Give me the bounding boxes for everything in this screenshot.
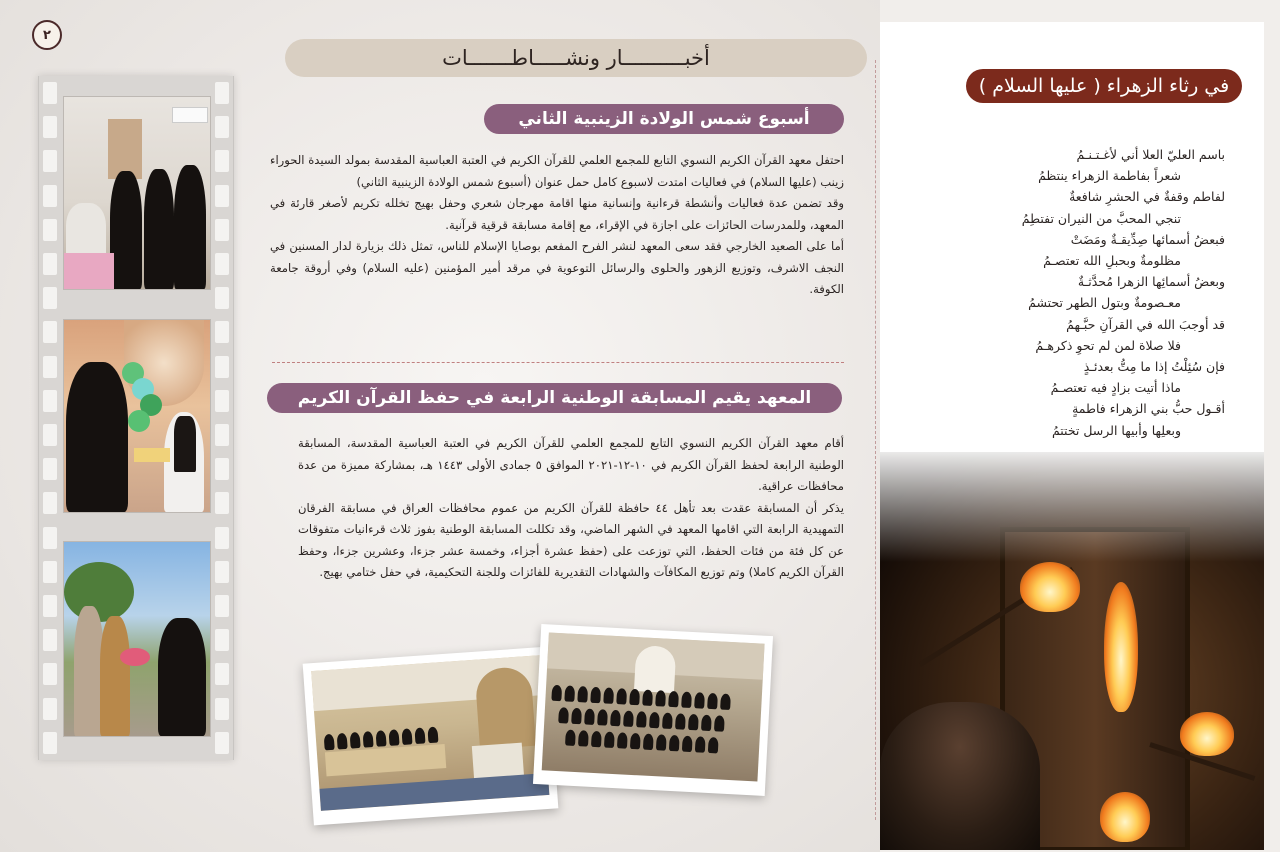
poem-line: فبعضُ أسمائها صِدِّيقـةٌ ومَضَتْ: [1070, 231, 1225, 247]
photo-honoring-ceremony: [63, 319, 211, 513]
section1-paragraph: وقد تضمن عدة فعاليات وأنشطة قرءانية وإنسانية منها اقامة مهرجان شعري وحفل بهيج تخلله تكريم لأصغر قارئة في المعهد، وللمدرسات الحائزات على اجازة في الإقراء، مع إقامة مسابقة قرقية قرآنية.: [270, 196, 844, 232]
poem-title: في رثاء الزهراء ( عليها السلام ): [966, 69, 1242, 103]
poem-line: شعراً بفاطمة الزهراء ينتظمُ: [1038, 168, 1181, 184]
section1-paragraph: احتفل معهد القرآن الكريم النسوي التابع للمجمع العلمي للقرآن الكريم في العتبة العباسية المقدسة بمولد السيدة الحوراء زينب (عليها السلام) في فعاليات امتدت لاسبوع كامل حمل عنوان (أسبوع شمس الولادة الزينبية الثاني): [270, 153, 844, 189]
flame-icon: [1100, 792, 1150, 842]
page-header: أخبــــــــــار ونشـــــاطـــــــات: [285, 39, 867, 77]
photo-competition-hall-1: [303, 647, 559, 826]
flame-icon: [1020, 562, 1080, 612]
photo-flower-distribution: [63, 541, 211, 737]
section2-title: المعهد يقيم المسابقة الوطنية الرابعة في حفظ القرآن الكريم: [267, 383, 842, 413]
photo-elderly-visit: [63, 96, 211, 290]
section2-paragraph: يذكر أن المسابقة عقدت بعد تأهل ٤٤ حافظة للقرآن الكريم من عموم محافظات العراق في مسابقة الفرقان التمهيدية الرابعة التي اقامها المعهد في الشهر الماضي، وقد تكللت المسابقة الوطنية بفوز ثلاث قرءانيات متفوقات عن كل فئة من فئات الحفظ، التي توزعت على (حفظ عشرة أجزاء، وخمسة عشر جزءا، وعشرين جزءا، وحفظ القرآن الكريم كاملا) وتم توزيع المكافآت والشهادات التقديرية للفائزات وللجنة التحكيمية، في حفل ختامي بهيج.: [298, 500, 844, 579]
poem-line: ماذا أتيت بزادٍ فيه تعتصـمُ: [1050, 380, 1181, 396]
column-separator: [875, 60, 876, 820]
film-strip: [38, 76, 234, 760]
flame-icon: [1180, 712, 1234, 756]
poem-line: فلا صلاة لمن لم تحوِ ذكرهـمُ: [1035, 337, 1181, 353]
section1-paragraph: أما على الصعيد الخارجي فقد سعى المعهد لنشر الفرح المفعم بوصايا الإسلام للناس، تمثل ذلك بزيارة لدار المسنين في النجف الاشرف، وتوزيع الزهور والحلوى والرسائل التوعوية في مرقد أمير المؤمنين (عليه السلام) وفي أروقة جامعة الكوفة.: [270, 239, 844, 296]
poem-line: فإن سُئِلْتُ إذا ما مِتُّ بعدئـذٍ: [1083, 359, 1225, 375]
section-divider: [272, 362, 844, 363]
poem-line: قد أوجبَ الله في القرآنِ حبَّـهمُ: [1066, 316, 1225, 332]
poem-line: أقـول حبُّ بني الزهراء فاطمةٍ: [1072, 401, 1225, 417]
poem-text: [895, 144, 1225, 441]
film-holes-left: [43, 82, 57, 754]
section1-title: أسبوع شمس الولادة الزينبية الثاني: [484, 104, 844, 134]
page-number: ٢: [32, 20, 62, 50]
poem-line: باسم العليّ العلا أني لأغـتـنـمُ: [1076, 147, 1225, 162]
poem-line: معـصومةٌ وبتول الطهر تحتشمُ: [1028, 295, 1181, 311]
torch-bearer-figure: [880, 702, 1040, 850]
photo-competition-hall-2: [533, 624, 773, 796]
flame-icon: [1104, 582, 1138, 712]
section2-paragraph: أقام معهد القرآن الكريم النسوي التابع للمجمع العلمي للقرآن الكريم في العتبة العباسية المقدسة، المسابقة الوطنية الرابعة لحفظ القرآن الكريم في ١٠-١٢-٢٠٢١ الموافق ٥ جمادى الأولى ١٤٤٣ هـ، بمشاركة مميزة من عدة محافظات عراقية.: [298, 436, 845, 493]
poem-line: لفاطم وقفةٌ في الحشرِ شافعةٌ: [1069, 189, 1225, 205]
poem-line: مظلومةٌ وبحبلِ الله تعتصـمُ: [1043, 253, 1181, 269]
section1-body: [270, 150, 844, 301]
poem-line: تنجي المحبَّ من النيران تفتطِمُ: [1021, 210, 1181, 226]
poem-line: وبعلِها وأبيها الرسل تختتمُ: [1051, 422, 1181, 438]
section2-body: [298, 433, 844, 584]
film-holes-right: [215, 82, 229, 754]
poem-line: وبعضُ أسمائِها الزهرا مُحدَّثـةٌ: [1077, 274, 1225, 290]
